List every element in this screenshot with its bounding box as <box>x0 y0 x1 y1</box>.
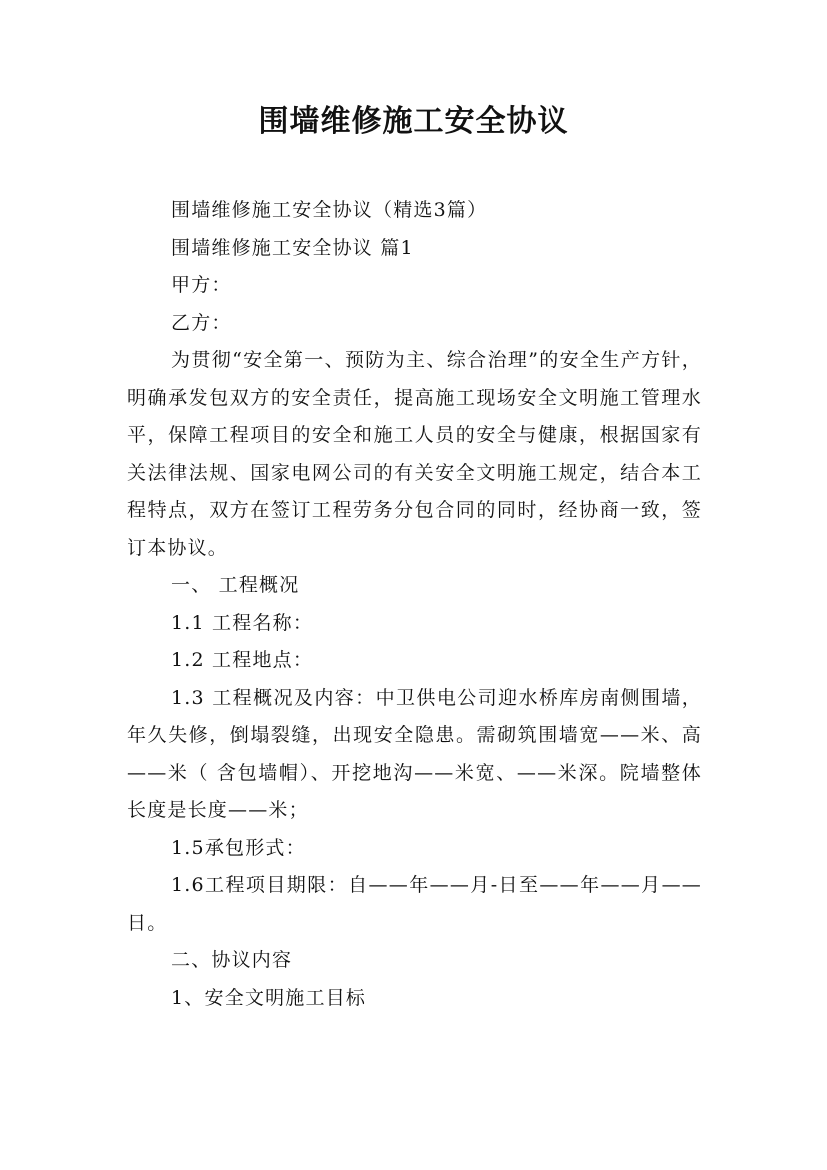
section-heading-agreement: 二、协议内容 <box>171 949 293 971</box>
subtitle-paragraph: 围墙维修施工安全协议（精选3篇） <box>171 199 488 221</box>
party-b-line: 乙方： <box>171 311 232 334</box>
party-a-line: 甲方： <box>171 274 232 296</box>
project-period-paragraph: 1.6工程项目期限：自——年——月-日至——年——月——日。 <box>127 874 702 934</box>
project-description-paragraph: 1.3 工程概况及内容：中卫供电公司迎水桥库房南侧围墙，年久失修，倒塌裂缝，出现安全隐患。需砌筑围墙宽——米、高——米（ 含包墙帽）、开挖地沟——米宽、——米深。院墙整体长度是长度——米； <box>127 686 702 821</box>
document-body <box>127 192 702 1017</box>
preamble-paragraph: 为贯彻“安全第一、预防为主、综合治理”的安全生产方针，明确承发包双方的安全责任，提高施工现场安全文明施工管理水平，保障工程项目的安全和施工人员的安全与健康，根据国家有关法律法规、国家电网公司的有关安全文明施工规定，结合本工程特点，双方在签订工程劳务分包合同的同时，经协商一致，签订本协议。 <box>127 349 702 559</box>
project-location-line: 1.2 工程地点： <box>171 649 314 671</box>
contract-form-line: 1.5承包形式： <box>171 836 306 859</box>
document-title: 围墙维修施工安全协议 <box>258 104 569 139</box>
section-heading-part1: 围墙维修施工安全协议 篇1 <box>171 236 414 259</box>
section-heading-overview: 一、 工程概况 <box>171 574 300 596</box>
safety-goal-line: 1、安全文明施工目标 <box>171 986 367 1009</box>
project-name-line: 1.1 工程名称： <box>171 611 314 634</box>
